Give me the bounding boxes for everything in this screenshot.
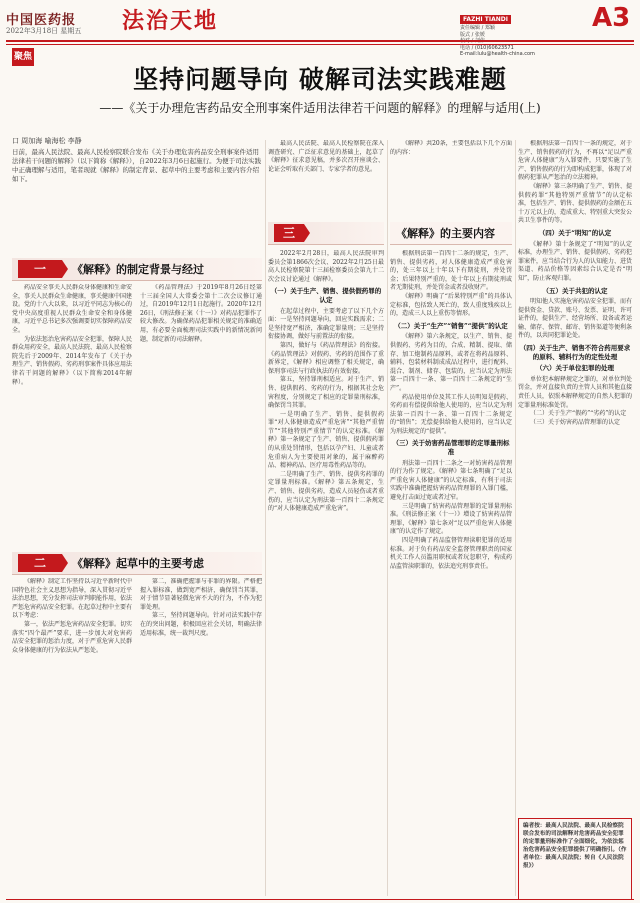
column-divider bbox=[387, 140, 388, 896]
contact-line: 电话 / (010)60623571 bbox=[460, 44, 514, 51]
article-column bbox=[140, 284, 262, 546]
masthead-rule bbox=[6, 40, 634, 42]
paragraph: 《解释》第六条规定，以生产、销售、提供假药、劣药为目的，合成、精制、提取、储存、加工炮制药品原料，或者在将药品原料、辅料、包装材料制成成品过程中，进行配料、混合、制剂、储存、包装的，应当认定为刑法第一百四十一条、第一百四十二条规定的“生产”。 bbox=[390, 333, 512, 392]
chapter-number: 一 bbox=[18, 260, 62, 278]
article-column bbox=[390, 140, 512, 218]
paragraph: 二是明确了生产、销售、提供劣药罪的定罪量刑标准。《解释》第五条规定，生产、销售、提供劣药，造成人员轻伤或者重伤的，应当认定为刑法第一百四十二条规定的“对人体健康造成严重危害”。 bbox=[268, 470, 384, 513]
article-column bbox=[12, 578, 132, 896]
paragraph: 药品安全事关人民群众身体健康和生命安全，事关人民群众生命健康，事关健康中国建设。党的十八大以来，以习近平同志为核心的党中央高度重视人民群众生命安全和身体健康，习近平总书记多次强调要切实保障药品安全。 bbox=[12, 284, 132, 334]
chapter-two-banner bbox=[12, 552, 262, 575]
editor-note: 编者按：最高人民法院、最高人民检察院联合发布的司法解释对危害药品安全犯罪的定罪量刑标准作了全面细化，为依法惩治危害药品安全犯罪提供了明确指引。（作者单位：最高人民法院；转自《人民法院报》） bbox=[523, 823, 627, 869]
paragraph: 第二，准确把握罪与非罪的界限。严格把握入罪标准，做到宽严相济，确保罚当其罪，对于情节显著轻微危害不大的行为，不作为犯罪处理。 bbox=[140, 578, 262, 611]
paragraph: 第四，做好与《药品管理法》的衔接。《药品管理法》对假药、劣药的范围作了重新界定，《解释》相应调整了相关规定，确保刑事司法与行政执法的有效衔接。 bbox=[268, 341, 384, 375]
paragraph: 四是明确了药品监督管理渎职犯罪的适用标准。对于负有药品安全监督管理职责的国家机关工作人员滥用职权或者玩忽职守，构成药品监管渎职罪的，依法追究刑事责任。 bbox=[390, 537, 512, 570]
column-divider bbox=[515, 140, 516, 896]
paragraph: 刑法第一百四十二条之一对妨害药品管理的行为作了规定。《解释》第七条明确了“足以严重危害人体健康”的认定标准，有利于司法实践中准确把握妨害药品管理罪的入罪门槛，避免打击面过宽或者过窄。 bbox=[390, 459, 512, 502]
paragraph: （二）关于生产“假药”“劣药”的认定 bbox=[530, 410, 627, 418]
byline: 口 周加海 喻海松 李静 bbox=[12, 137, 82, 145]
paragraph: （三）关于妨害药品管理罪的认定 bbox=[530, 418, 621, 426]
paragraph: 最高人民法院、最高人民检察院在深入调查研究、广泛征求意见的基础上，起草了《解释》征求意见稿，并多次召开座谈会、论证会听取有关部门、专家学者的意见。 bbox=[268, 140, 384, 173]
subheadline: ——《关于办理危害药品安全刑事案件适用法律若干问题的解释》的理解与适用(上) bbox=[99, 101, 541, 115]
paragraph: 根据刑法第一百四十二条的规定，生产、销售、提供劣药，对人体健康造成严重危害的，处三年以上十年以下有期徒刑，并处罚金；后果特别严重的，处十年以上有期徒刑或者无期徒刑，并处罚金或者没收财产。 bbox=[390, 250, 512, 292]
article-column bbox=[140, 578, 262, 896]
subsection-title: （二）关于“生产”“销售”“提供”的认定 bbox=[394, 321, 508, 330]
subsection-title: （三）关于妨害药品管理罪的定罪量刑标准 bbox=[392, 439, 510, 457]
paragraph: 第三，坚持问题导向。针对司法实践中存在的突出问题，积极回应社会关切，明确法律适用标准，统一裁判尺度。 bbox=[140, 612, 262, 637]
article-column bbox=[12, 284, 132, 546]
footer-rule bbox=[6, 899, 634, 900]
paper-name: 中国医药报 bbox=[6, 13, 77, 28]
focus-badge: 聚焦 bbox=[12, 48, 34, 66]
paragraph: 《解释》第三条明确了生产、销售、提供假药罪“其他特别严重情节”的认定标准，包括生产、销售、提供假药的金额在五十万元以上的，造成重大、特别重大突发公共卫生事件的等。 bbox=[518, 182, 632, 225]
article-column bbox=[268, 140, 384, 218]
paragraph: 第五，坚持罪刑相适应。对于生产、销售、提供假药、劣药的行为，根据其社会危害程度，分别规定了相应的定罪量刑标准，确保罚当其罪。 bbox=[268, 376, 384, 410]
contact-line: 责任编辑 / 郑颖 bbox=[460, 25, 495, 31]
paragraph: 一是明确了生产、销售、提供假药罪“对人体健康造成严重危害”“其他严重情节”“其他特别严重情节”的认定标准。《解释》第一条规定了生产、销售、提供假药罪的从重处罚情形，包括以孕产妇、儿童或者危重病人为主要使用对象的，属于麻醉药品、精神药品、医疗用毒性药品等的。 bbox=[268, 410, 384, 470]
chapter-title: 《解释》起草中的主要考虑 bbox=[72, 557, 204, 570]
paragraph: 明知他人实施危害药品安全犯罪，而有提供资金、贷款、账号、发票、证明、许可证件的，提供生产、经营场所、设备或者运输、储存、保管、邮寄、销售渠道等便利条件的，以共同犯罪论处。 bbox=[518, 298, 632, 340]
paragraph: 2022年2月28日，最高人民法院审判委员会第1866次会议、2022年2月25日最高人民检察院第十三届检察委员会第九十二次会议讨论通过《解释》。 bbox=[268, 250, 384, 283]
chapter-title: 《解释》的制定背景与经过 bbox=[72, 263, 204, 276]
subsection-title: （五）关于共犯的认定 bbox=[542, 286, 608, 295]
paragraph: 第一，依法严惩危害药品安全犯罪。切实落实“四个最严”要求，进一步加大对危害药品安全犯罪的惩治力度，对于严重危害人民群众身体健康的行为依法从严惩处。 bbox=[12, 620, 132, 654]
chapter-three-title-bar bbox=[390, 222, 512, 245]
chapter-number: 三 bbox=[274, 224, 304, 242]
paragraph: 单位犯本解释规定之罪的，对单位判处罚金，并对直接负责的主管人员和其他直接责任人员，依照本解释规定的自然人犯罪的定罪量刑标准处罚。 bbox=[518, 375, 632, 409]
paragraph: 在起草过程中，主要考虑了以下几个方面：一是坚持问题导向，回应实践需求；二是坚持宽严相济，准确定罪量刑；三是坚持衔接协调，做好与前置法的衔接。 bbox=[268, 307, 384, 341]
paragraph: 为依法惩治危害药品安全犯罪，保障人民群众用药安全，最高人民法院、最高人民检察院先后于2009年、2014年发布了《关于办理生产、销售假药、劣药刑事案件具体应用法律若干问题的解释》（以下简称2014年解释）。 bbox=[12, 335, 132, 386]
column-divider bbox=[265, 140, 266, 896]
subsection-title: （一）关于生产、销售、提供假药罪的认定 bbox=[270, 287, 382, 304]
contact-line: E-mail:lulu@health-china.com bbox=[460, 51, 535, 57]
subsection-title: （六）关于单位犯罪的处理 bbox=[536, 364, 614, 373]
masthead-rule-thin bbox=[6, 44, 634, 45]
paragraph: 《解释》明确了“后果特别严重”的具体认定标准，包括致人死亡的，致人重度残疾以上的，造成三人以上重伤等情形。 bbox=[390, 292, 512, 318]
paragraph: 《解释》制定工作坚持以习近平新时代中国特色社会主义思想为指导，深入贯彻习近平法治思想，充分发挥司法审判职能作用，依法严惩危害药品安全犯罪。在起草过程中主要有以下考虑： bbox=[12, 578, 132, 620]
lead-paragraph: 日前，最高人民法院、最高人民检察院联合发布《关于办理危害药品安全刑事案件适用法律若干问题的解释》（以下简称《解释》），自2022年3月6日起施行。为便于司法实践中正确理解与适用，笔者现就《解释》的制定背景、起草中的主要考虑和主要内容介绍如下。 bbox=[12, 148, 262, 183]
editor-note-box bbox=[518, 818, 632, 900]
contact-line: 版式 / 张媛 bbox=[460, 31, 485, 38]
subsection-title: （四）关于生产、销售不符合药用要求的原料、辅料行为的定性处理 bbox=[519, 344, 631, 361]
paragraph: 《解释》共20条，主要包括以下几个方面的内容： bbox=[390, 140, 512, 156]
article-column bbox=[518, 140, 632, 812]
page-number: A3 bbox=[592, 3, 631, 33]
edition-date: 2022年3月18日 星期五 bbox=[6, 27, 82, 35]
paragraph: 根据刑法第一百四十一条的规定，对于生产、销售假药的行为，不再以“足以严重危害人体健康”为入罪要件，只要实施了生产、销售假药的行为即构成犯罪，体现了对假药犯罪从严惩治的立法精神。 bbox=[518, 140, 632, 182]
paragraph: 《药品管理法》于2019年8月26日经第十三届全国人大常委会第十二次会议修订通过，自2019年12月1日起施行。2020年12月26日，《刑法修正案（十一）》对药品犯罪作了较大修改。为确保药品犯罪相关规定的准确适用，有必要全面梳理司法实践中的新情况新问题，制定新的司法解释。 bbox=[140, 284, 262, 343]
section-en-label: FAZHI TIANDI bbox=[460, 15, 511, 24]
chapter-one-banner bbox=[12, 258, 262, 281]
paragraph: 三是明确了妨害药品管理罪的定罪量刑标准。《刑法修正案（十一）》增设了妨害药品管理罪，《解释》第七条对“足以严重危害人体健康”的认定作了规定。 bbox=[390, 502, 512, 536]
article-column bbox=[390, 250, 512, 896]
chapter-three-banner bbox=[268, 222, 384, 245]
chapter-title: 《解释》的主要内容 bbox=[396, 227, 495, 240]
headline: 坚持问题导向 破解司法实践难题 bbox=[133, 65, 507, 94]
chapter-number: 二 bbox=[18, 554, 62, 572]
contacts-block bbox=[460, 6, 590, 58]
paragraph: 药品使用单位及其工作人员明知是假药、劣药而有偿提供给他人使用的，应当认定为刑法第一百四十一条、第一百四十二条规定的“销售”；无偿提供给他人使用的，应当认定为刑法规定的“提供”。 bbox=[390, 393, 512, 435]
paragraph: 《解释》第十条规定了“明知”的认定标准，办理生产、销售、提供假药、劣药犯罪案件，应当结合行为人的认知能力、进货渠道、药品价格等因素综合认定是否“明知”，防止客观归罪。 bbox=[518, 240, 632, 282]
article-column bbox=[268, 250, 384, 896]
subsection-title: （四）关于“明知”的认定 bbox=[538, 228, 612, 237]
section-title: 法治天地 bbox=[122, 9, 219, 34]
